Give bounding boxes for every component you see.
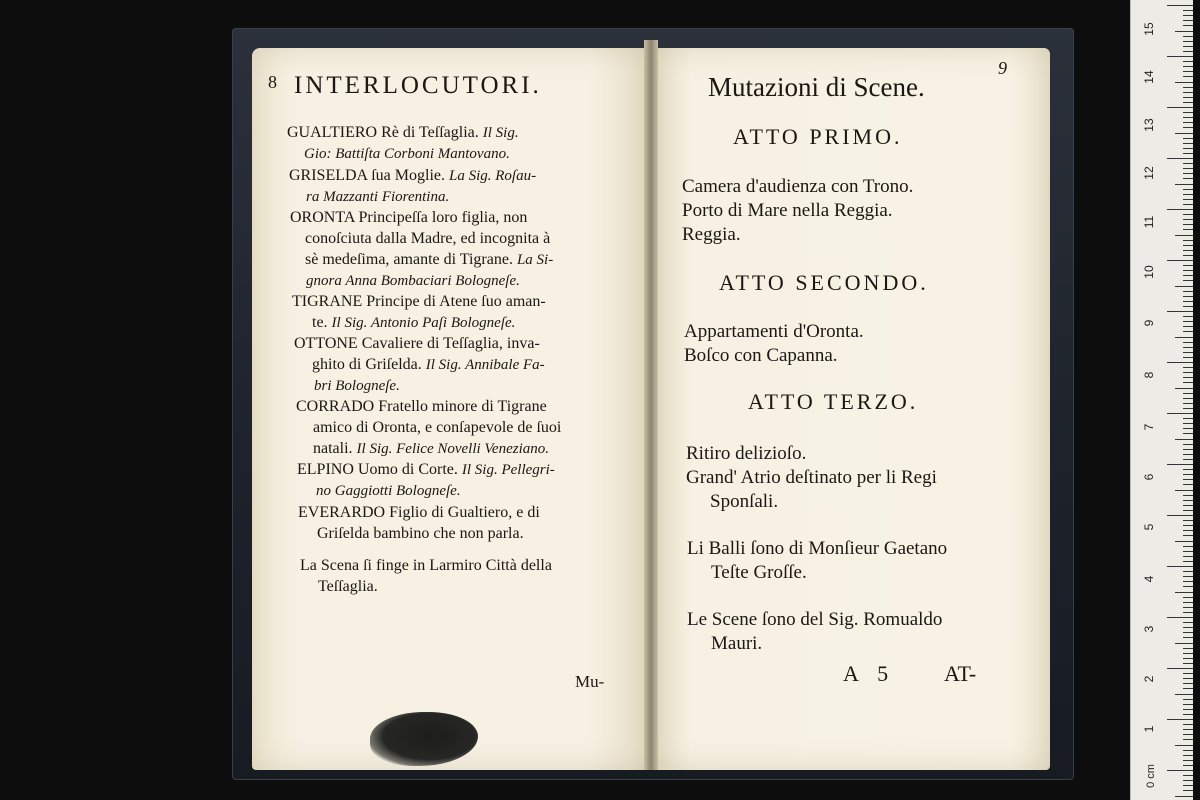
ruler-tick (1183, 204, 1193, 205)
ruler-tick (1167, 413, 1193, 414)
ruler-tick (1183, 637, 1193, 638)
ruler-tick (1175, 643, 1193, 644)
ruler-tick (1183, 377, 1193, 378)
ruler-unit-label: 0 cm (1144, 764, 1157, 788)
ruler-tick (1183, 714, 1193, 715)
setting-line-2: Teſſaglia. (318, 578, 378, 595)
ruler-tick (1167, 668, 1193, 669)
character-name: EVERARDO (298, 504, 386, 521)
character-name: CORRADO (296, 398, 375, 415)
ruler-tick (1183, 785, 1193, 786)
entry-tigrane (292, 291, 546, 312)
ruler-tick (1175, 439, 1193, 440)
ruler-tick (1183, 755, 1193, 756)
ruler-label: 3 (1142, 625, 1156, 633)
ruler-label: 8 (1142, 371, 1156, 379)
ruler-tick (1183, 255, 1193, 256)
character-name: ORONTA (290, 209, 355, 226)
ruler-tick (1167, 566, 1193, 567)
ruler-tick (1183, 15, 1193, 16)
character-name: ELPINO (297, 461, 354, 478)
ruler-label: 1 (1142, 725, 1156, 733)
act-2-scene: Appartamenti d'Oronta. (684, 321, 864, 342)
ruler-tick (1183, 61, 1193, 62)
entry-corrado (296, 396, 547, 417)
ruler-tick (1167, 515, 1193, 516)
entry-griselda (289, 165, 536, 187)
character-name: OTTONE (294, 335, 358, 352)
right-catchword: AT- (944, 661, 977, 686)
ruler-tick (1183, 648, 1193, 649)
ruler-tick (1183, 280, 1193, 281)
right-page-number: 9 (998, 58, 1007, 78)
actor-credit: gnora Anna Bombaciari Bologneſe. (306, 273, 520, 289)
ruler-tick (1183, 459, 1193, 460)
act-2-scene: Boſco con Capanna. (684, 345, 838, 366)
ruler-tick (1183, 148, 1193, 149)
ballet-credit-line-2: Teſte Groſſe. (711, 562, 807, 583)
ruler-tick (1183, 301, 1193, 302)
ruler-tick (1183, 433, 1193, 434)
entry-tigrane-line2 (312, 312, 515, 334)
ruler-tick (1167, 617, 1193, 618)
ruler-tick (1183, 423, 1193, 424)
ruler-tick (1183, 199, 1193, 200)
character-name: TIGRANE (292, 293, 363, 310)
ruler-tick (1183, 372, 1193, 373)
ruler-tick (1183, 51, 1193, 52)
ruler-tick (1183, 250, 1193, 251)
ruler-tick (1183, 699, 1193, 700)
scenery-credit-line-1: Le Scene ſono del Sig. Romualdo (687, 609, 943, 630)
ruler-tick (1183, 535, 1193, 536)
ruler-tick (1183, 474, 1193, 475)
ruler-label: 5 (1142, 523, 1156, 531)
ruler-tick (1183, 138, 1193, 139)
entry-elpino-actor (316, 480, 461, 502)
ruler-tick (1183, 551, 1193, 552)
ruler-tick (1183, 224, 1193, 225)
ruler-tick (1183, 495, 1193, 496)
ruler-tick (1183, 520, 1193, 521)
ruler-tick (1183, 306, 1193, 307)
entry-corrado-line3 (313, 438, 549, 460)
ruler-tick (1183, 739, 1193, 740)
left-page-heading: INTERLOCUTORI. (294, 72, 542, 99)
ruler-tick (1183, 586, 1193, 587)
act-1-scene: Camera d'audienza con Trono. (682, 176, 914, 197)
ruler-label: 13 (1142, 118, 1156, 132)
entry-everardo-line2: Griſelda bambino che non parla. (317, 525, 524, 542)
ruler-tick (1183, 561, 1193, 562)
ruler-tick (1183, 143, 1193, 144)
ruler-tick (1175, 82, 1193, 83)
character-role: te. (312, 314, 332, 331)
ballet-credit-line-1: Li Balli ſono di Monſieur Gaetano (687, 538, 948, 559)
ruler-tick (1183, 296, 1193, 297)
ruler-tick (1183, 765, 1193, 766)
ruler-tick (1183, 469, 1193, 470)
ruler-tick (1183, 790, 1193, 791)
ruler-label: 6 (1142, 473, 1156, 481)
actor-credit: Gio: Battiſta Corboni Mantovano. (304, 146, 510, 162)
ruler-tick (1183, 653, 1193, 654)
entry-oronta-actor (306, 270, 520, 292)
ruler-tick (1183, 775, 1193, 776)
ruler-tick (1183, 780, 1193, 781)
ruler-tick (1183, 117, 1193, 118)
ruler-label: 12 (1142, 166, 1156, 180)
actor-credit: La Si- (516, 252, 554, 268)
entry-everardo (298, 502, 540, 523)
ruler-tick (1183, 571, 1193, 572)
ruler-tick (1183, 454, 1193, 455)
act-1-scene: Reggia. (682, 224, 741, 245)
character-name: GRISELDA (289, 167, 368, 184)
ruler-tick (1183, 87, 1193, 88)
actor-credit: Il Sig. Pellegri- (461, 462, 555, 478)
ruler-tick (1183, 245, 1193, 246)
ruler-tick (1183, 627, 1193, 628)
ruler-tick (1183, 168, 1193, 169)
ruler-tick (1183, 760, 1193, 761)
ruler-tick (1183, 194, 1193, 195)
ruler-tick (1167, 362, 1193, 363)
entry-oronta (290, 207, 527, 228)
character-role: Uomo di Corte. (353, 461, 462, 478)
character-role: Rè di Teſſaglia. (377, 124, 483, 141)
ruler-tick (1175, 235, 1193, 236)
character-role: Principeſſa loro figlia, non (354, 209, 528, 226)
character-role: Cavaliere di Teſſaglia, inva- (357, 335, 540, 352)
ruler-tick (1183, 525, 1193, 526)
ruler-tick (1183, 398, 1193, 399)
act-3-scene: Grand' Atrio deſtinato per li Regi (686, 467, 937, 488)
ruler-tick (1183, 127, 1193, 128)
entry-ottone-line2 (312, 354, 545, 376)
ruler-tick (1183, 704, 1193, 705)
ruler-label: 4 (1142, 575, 1156, 583)
ruler-label: 11 (1142, 215, 1156, 229)
ruler-tick (1183, 331, 1193, 332)
ruler-tick (1183, 449, 1193, 450)
ruler-tick (1167, 719, 1193, 720)
character-role: ghito di Griſelda. (312, 356, 426, 373)
entry-elpino (297, 459, 555, 481)
ruler-tick (1183, 750, 1193, 751)
ruler-tick (1183, 500, 1193, 501)
ruler-tick (1183, 612, 1193, 613)
ruler-tick (1167, 5, 1193, 6)
scenery-credit-line-2: Mauri. (711, 633, 763, 654)
book-gutter (644, 40, 658, 770)
ruler-tick (1183, 102, 1193, 103)
ruler-tick (1183, 403, 1193, 404)
ruler-tick (1183, 347, 1193, 348)
ruler-tick (1183, 71, 1193, 72)
ruler-tick (1183, 597, 1193, 598)
ruler-tick (1183, 20, 1193, 21)
ruler-tick (1167, 107, 1193, 108)
left-catchword: Mu- (575, 672, 605, 691)
ruler-label: 14 (1142, 70, 1156, 84)
act-3-scene: Sponſali. (710, 491, 779, 512)
ruler-tick (1183, 673, 1193, 674)
ruler-tick (1183, 658, 1193, 659)
actor-credit: Il Sig. Antonio Paſi Bologneſe. (331, 315, 516, 331)
ruler-tick (1183, 607, 1193, 608)
actor-credit: La Sig. Roſau- (449, 168, 537, 184)
entry-griselda-actor (306, 186, 449, 208)
ruler-tick (1175, 541, 1193, 542)
ruler-tick (1167, 158, 1193, 159)
ruler-tick (1183, 10, 1193, 11)
actor-credit: no Gaggiotti Bologneſe. (316, 483, 461, 499)
entry-gualtiero-actor (304, 143, 510, 165)
ruler-tick (1175, 286, 1193, 287)
actor-credit: Il Sig. Annibale Fa- (425, 357, 545, 373)
ruler-tick (1183, 428, 1193, 429)
ruler-tick (1183, 576, 1193, 577)
ruler-tick (1183, 505, 1193, 506)
setting-line-1: La Scena ſi finge in Larmiro Città della (300, 557, 552, 574)
ruler-tick (1175, 694, 1193, 695)
ruler-label: 10 (1142, 265, 1156, 279)
ruler-tick (1167, 770, 1193, 771)
character-role: ſua Moglie. (367, 167, 449, 184)
ruler-label: 7 (1142, 423, 1156, 431)
ruler-tick (1175, 745, 1193, 746)
entry-oronta-line3 (305, 249, 553, 271)
ruler-label: 15 (1142, 22, 1156, 36)
character-role: sè medeſima, amante di Tigrane. (305, 251, 517, 268)
entry-gualtiero (287, 122, 519, 144)
ruler-tick (1167, 209, 1193, 210)
ruler-tick (1175, 592, 1193, 593)
ruler-tick (1183, 270, 1193, 271)
ruler-tick (1183, 581, 1193, 582)
ruler-tick (1183, 734, 1193, 735)
ruler-tick (1183, 367, 1193, 368)
ruler-tick (1183, 632, 1193, 633)
ruler-tick (1183, 683, 1193, 684)
ruler-tick (1183, 663, 1193, 664)
ruler-tick (1183, 678, 1193, 679)
act-1-title: ATTO PRIMO. (733, 124, 903, 149)
ruler-tick (1183, 229, 1193, 230)
ruler-tick (1183, 214, 1193, 215)
ruler-tick (1183, 510, 1193, 511)
character-role: Figlio di Gualtiero, e di (385, 504, 540, 521)
actor-credit: bri Bologneſe. (314, 378, 400, 394)
ruler-tick (1183, 393, 1193, 394)
ruler-tick (1183, 173, 1193, 174)
measuring-ruler (1130, 0, 1193, 800)
ruler-tick (1183, 219, 1193, 220)
ruler-tick (1183, 724, 1193, 725)
ruler-tick (1183, 326, 1193, 327)
ruler-tick (1183, 97, 1193, 98)
ruler-tick (1183, 153, 1193, 154)
ruler-tick (1183, 530, 1193, 531)
ruler-tick (1175, 184, 1193, 185)
ruler-tick (1183, 546, 1193, 547)
right-page-heading: Mutazioni di Scene. (708, 72, 925, 102)
ruler-tick (1175, 337, 1193, 338)
ruler-tick (1183, 275, 1193, 276)
ruler-tick (1183, 189, 1193, 190)
character-name: GUALTIERO (287, 124, 378, 141)
ruler-tick (1183, 92, 1193, 93)
ruler-tick (1183, 622, 1193, 623)
ruler-tick (1175, 490, 1193, 491)
ruler-tick (1183, 122, 1193, 123)
ruler-tick (1183, 709, 1193, 710)
ruler-tick (1183, 41, 1193, 42)
ruler-tick (1183, 240, 1193, 241)
ruler-tick (1183, 357, 1193, 358)
ruler-tick (1167, 260, 1193, 261)
entry-ottone-actor (314, 375, 400, 397)
entry-ottone (294, 333, 540, 354)
ruler-tick (1183, 178, 1193, 179)
ruler-tick (1175, 796, 1193, 797)
ruler-tick (1167, 56, 1193, 57)
ruler-tick (1183, 602, 1193, 603)
actor-credit: ra Mazzanti Fiorentina. (306, 189, 450, 205)
act-1-scene: Porto di Mare nella Reggia. (682, 200, 893, 221)
act-2-title: ATTO SECONDO. (719, 270, 929, 295)
ruler-tick (1167, 311, 1193, 312)
ruler-tick (1183, 265, 1193, 266)
ruler-tick (1183, 25, 1193, 26)
ruler-tick (1175, 31, 1193, 32)
ruler-tick (1183, 291, 1193, 292)
ruler-label: 2 (1142, 675, 1156, 683)
ruler-tick (1183, 66, 1193, 67)
ruler-tick (1175, 388, 1193, 389)
entry-corrado-line2: amico di Oronta, e conſapevole de ſuoi (313, 419, 562, 436)
actor-credit: Il Sig. (482, 125, 519, 141)
ruler-tick (1183, 46, 1193, 47)
ruler-tick (1183, 342, 1193, 343)
act-3-title: ATTO TERZO. (748, 389, 919, 414)
ruler-tick (1183, 556, 1193, 557)
actor-credit: Il Sig. Felice Novelli Veneziano. (356, 441, 549, 457)
entry-oronta-line2: conoſciuta dalla Madre, ed incognita à (305, 230, 551, 247)
ruler-tick (1183, 382, 1193, 383)
ruler-tick (1183, 36, 1193, 37)
ruler-tick (1183, 352, 1193, 353)
ruler-tick (1183, 729, 1193, 730)
ruler-tick (1183, 112, 1193, 113)
ruler-tick (1183, 444, 1193, 445)
ruler-tick (1167, 464, 1193, 465)
ruler-label: 9 (1142, 319, 1156, 327)
character-role: Principe di Atene ſuo aman- (362, 293, 546, 310)
ruler-tick (1183, 418, 1193, 419)
ruler-tick (1183, 479, 1193, 480)
character-role: natali. (313, 440, 357, 457)
ruler-tick (1183, 163, 1193, 164)
character-role: Fratello minore di Tigrane (374, 398, 547, 415)
ruler-tick (1183, 76, 1193, 77)
signature-mark: A 5 (843, 661, 889, 686)
act-3-scene: Ritiro delizioſo. (686, 443, 807, 464)
ruler-tick (1183, 321, 1193, 322)
ruler-tick (1183, 316, 1193, 317)
left-page-number: 8 (268, 72, 277, 92)
ruler-tick (1183, 408, 1193, 409)
ruler-tick (1175, 133, 1193, 134)
ruler-tick (1183, 688, 1193, 689)
ruler-tick (1183, 484, 1193, 485)
